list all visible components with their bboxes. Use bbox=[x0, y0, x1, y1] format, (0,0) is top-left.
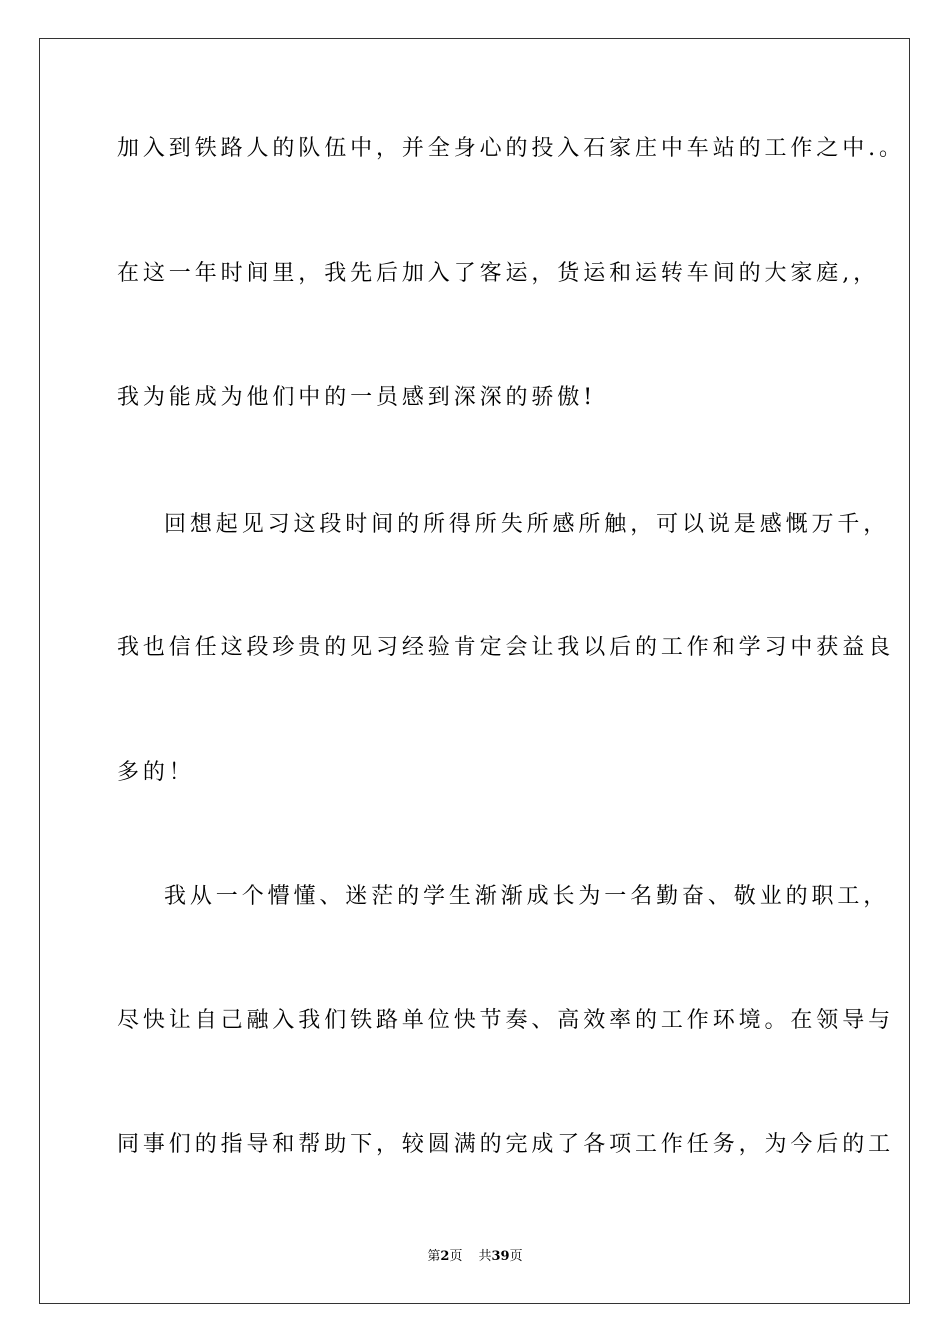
text-line: 回想起见习这段时间的所得所失所感所触，可以说是感慨万千， bbox=[164, 512, 890, 537]
text-line: 尽快让自己融入我们铁路单位快节奏、高效率的工作环境。在领导与 bbox=[117, 1008, 895, 1033]
page-border bbox=[39, 38, 910, 1304]
text-line: 多的！ bbox=[117, 760, 195, 785]
text-line: 我从一个懵懂、迷茫的学生渐渐成长为一名勤奋、敬业的职工， bbox=[164, 884, 890, 909]
text-line: 我为能成为他们中的一员感到深深的骄傲! bbox=[117, 385, 596, 410]
page-suffix: 页 bbox=[449, 1249, 463, 1264]
page-prefix: 第 bbox=[427, 1249, 441, 1264]
text-line: 在这一年时间里，我先后加入了客运，货运和运转车间的大家庭,， bbox=[117, 261, 879, 286]
text-line: 加入到铁路人的队伍中，并全身心的投入石家庄中车站的工作之中.。 bbox=[117, 136, 905, 161]
total-pages: 39 bbox=[491, 1249, 510, 1264]
page-number: 2 bbox=[440, 1249, 450, 1264]
text-line: 我也信任这段珍贵的见习经验肯定会让我以后的工作和学习中获益良 bbox=[117, 635, 895, 660]
text-line: 同事们的指导和帮助下，较圆满的完成了各项工作任务，为今后的工 bbox=[117, 1132, 895, 1157]
total-prefix: 共 bbox=[478, 1249, 492, 1264]
total-suffix: 页 bbox=[509, 1249, 523, 1264]
page-footer bbox=[0, 1249, 950, 1265]
